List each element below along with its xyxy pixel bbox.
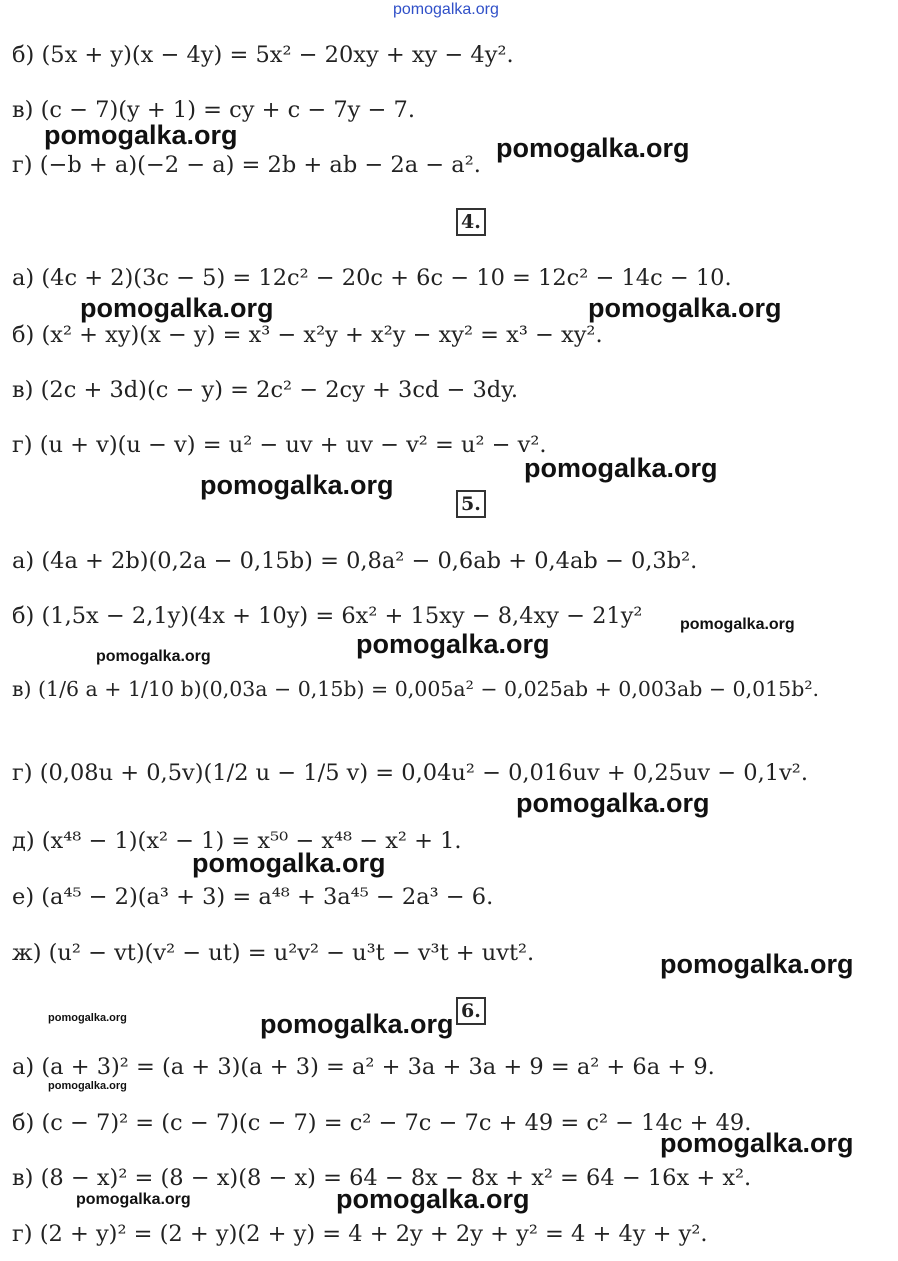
watermark: pomogalka.org bbox=[48, 1080, 127, 1092]
watermark: pomogalka.org bbox=[96, 648, 211, 665]
task6-line-b: б) (c − 7)² = (c − 7)(c − 7) = c² − 7c − 7c + 49 = c² − 14c + 49. bbox=[12, 1110, 752, 1136]
watermark: pomogalka.org bbox=[336, 1184, 530, 1214]
watermark: pomogalka.org bbox=[524, 453, 718, 483]
task5-line-b: б) (1,5x − 2,1y)(4x + 10y) = 6x² + 15xy − 8,4xy − 21y² bbox=[12, 603, 643, 629]
watermark: pomogalka.org bbox=[660, 949, 854, 979]
task4-line-b: б) (x² + xy)(x − y) = x³ − x²y + x²y − xy² = x³ − xy². bbox=[12, 322, 603, 348]
watermark: pomogalka.org bbox=[356, 629, 550, 659]
task6-line-g: г) (2 + y)² = (2 + y)(2 + y) = 4 + 2y + 2y + y² = 4 + 4y + y². bbox=[12, 1221, 708, 1247]
watermark: pomogalka.org bbox=[48, 1012, 127, 1024]
watermark: pomogalka.org bbox=[260, 1009, 454, 1039]
task5-line-zh: ж) (u² − vt)(v² − ut) = u²v² − u³t − v³t + uvt². bbox=[12, 940, 535, 966]
task6-line-a: а) (a + 3)² = (a + 3)(a + 3) = a² + 3a + 3a + 9 = a² + 6a + 9. bbox=[12, 1054, 715, 1080]
task5-line-d: д) (x⁴⁸ − 1)(x² − 1) = x⁵⁰ − x⁴⁸ − x² + 1. bbox=[12, 828, 462, 854]
task5-line-g: г) (0,08u + 0,5v)(1/2 u − 1/5 v) = 0,04u² − 0,016uv + 0,25uv − 0,1v². bbox=[12, 760, 808, 786]
site-watermark-header: pomogalka.org bbox=[393, 1, 499, 18]
task4-line-g: г) (u + v)(u − v) = u² − uv + uv − v² = u² − v². bbox=[12, 432, 547, 458]
task5-number-box: 5. bbox=[456, 490, 486, 518]
task4-line-a: а) (4c + 2)(3c − 5) = 12c² − 20c + 6c − 10 = 12c² − 14c − 10. bbox=[12, 265, 732, 291]
watermark: pomogalka.org bbox=[660, 1128, 854, 1158]
task3-line-v: в) (c − 7)(y + 1) = cy + c − 7y − 7. bbox=[12, 97, 416, 123]
watermark: pomogalka.org bbox=[680, 616, 795, 633]
watermark: pomogalka.org bbox=[44, 120, 238, 150]
task6-number-box: 6. bbox=[456, 997, 486, 1025]
task5-line-v: в) (1/6 a + 1/10 b)(0,03a − 0,15b) = 0,005a² − 0,025ab + 0,003ab − 0,015b². bbox=[12, 677, 820, 701]
task3-line-g: г) (−b + a)(−2 − a) = 2b + ab − 2a − a². bbox=[12, 152, 481, 178]
watermark: pomogalka.org bbox=[588, 293, 782, 323]
watermark: pomogalka.org bbox=[496, 133, 690, 163]
watermark: pomogalka.org bbox=[76, 1191, 191, 1208]
task5-line-a: а) (4a + 2b)(0,2a − 0,15b) = 0,8a² − 0,6ab + 0,4ab − 0,3b². bbox=[12, 548, 698, 574]
watermark: pomogalka.org bbox=[192, 848, 386, 878]
task6-line-v: в) (8 − x)² = (8 − x)(8 − x) = 64 − 8x − 8x + x² = 64 − 16x + x². bbox=[12, 1165, 752, 1191]
task4-number-box: 4. bbox=[456, 208, 486, 236]
watermark: pomogalka.org bbox=[80, 293, 274, 323]
watermark: pomogalka.org bbox=[516, 788, 710, 818]
task5-line-e: е) (a⁴⁵ − 2)(a³ + 3) = a⁴⁸ + 3a⁴⁵ − 2a³ − 6. bbox=[12, 884, 494, 910]
task3-line-b: б) (5x + y)(x − 4y) = 5x² − 20xy + xy − 4y². bbox=[12, 42, 514, 68]
task4-line-v: в) (2c + 3d)(c − y) = 2c² − 2cy + 3cd − 3dy. bbox=[12, 377, 519, 403]
watermark: pomogalka.org bbox=[200, 470, 394, 500]
